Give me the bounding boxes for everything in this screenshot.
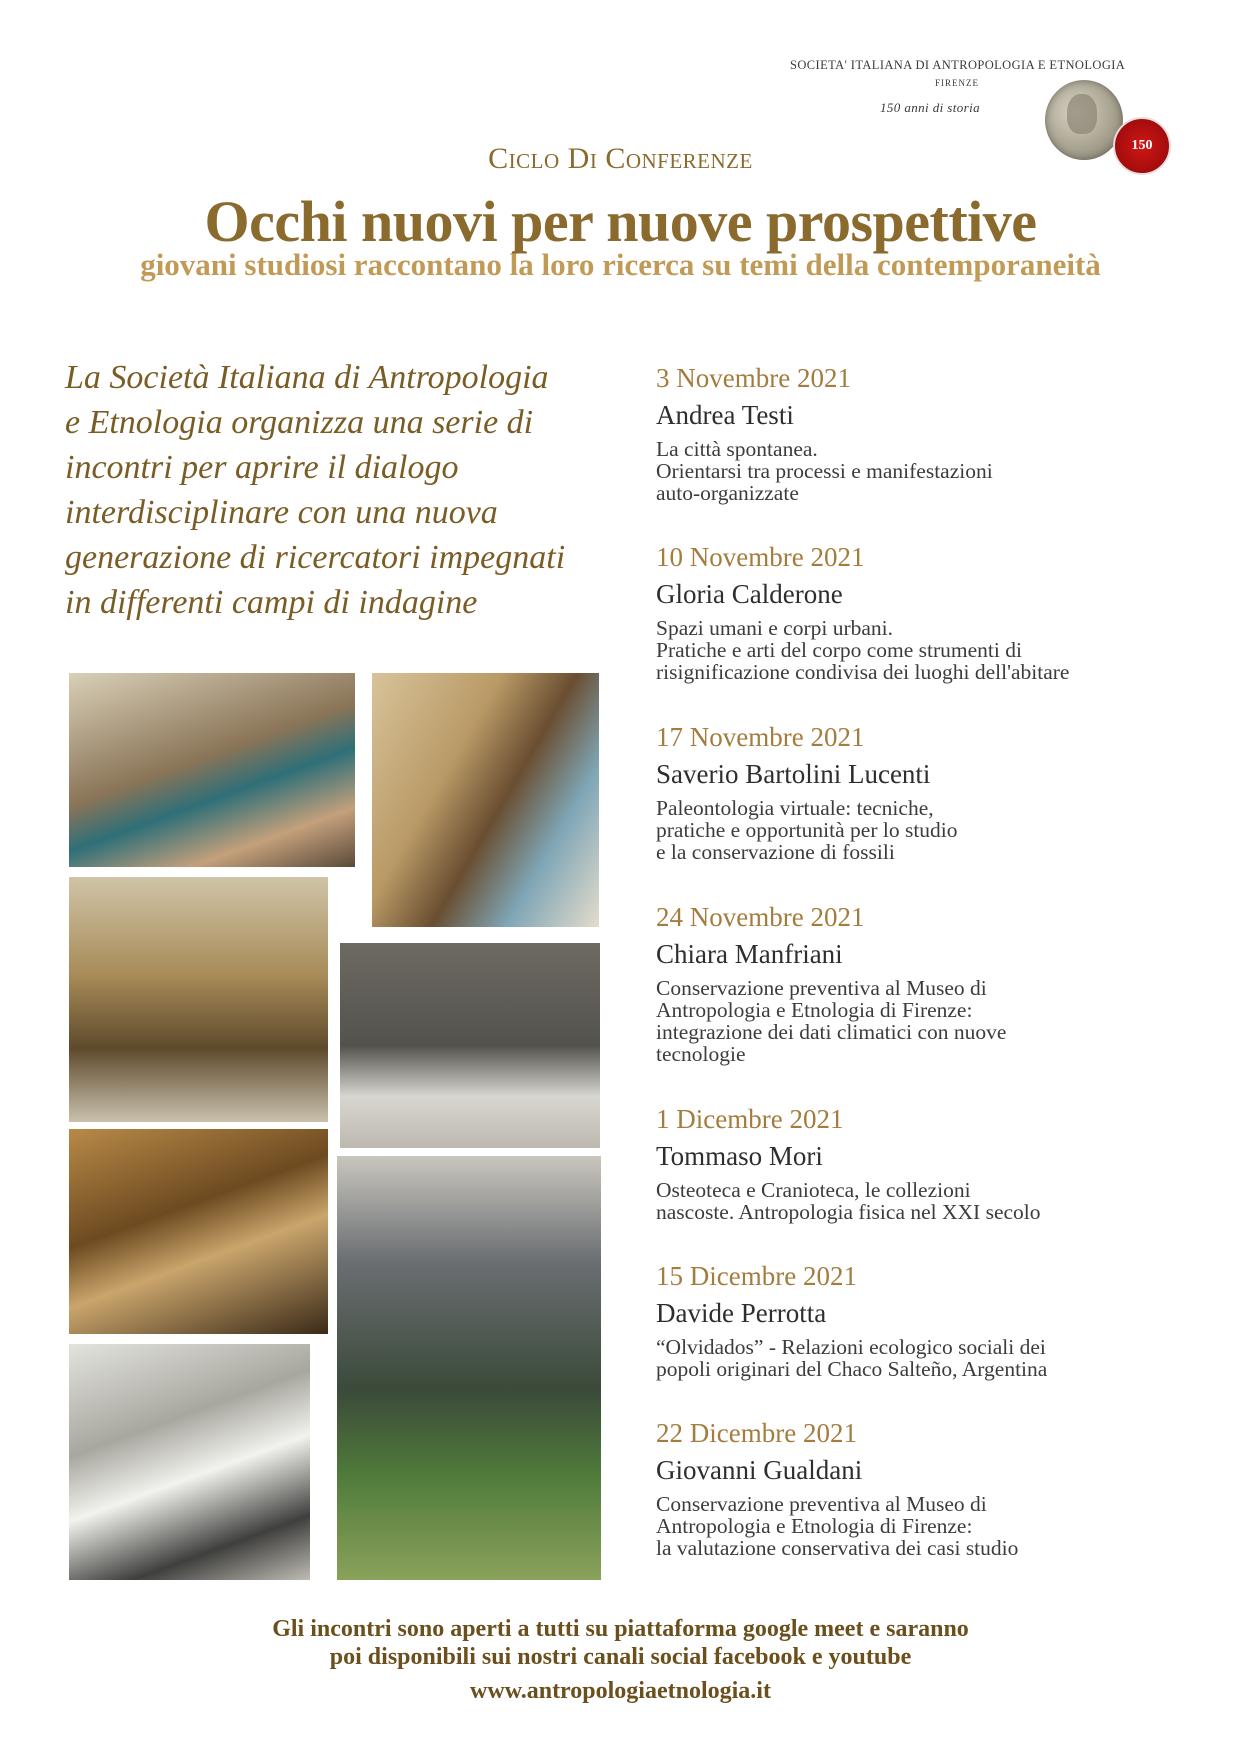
footer-notice <box>0 1615 1241 1705</box>
event-topic <box>656 617 1069 683</box>
page-subtitle: giovani studiosi raccontano la loro ricerca su temi della contemporaneità <box>140 247 1101 282</box>
event-date: 24 Novembre 2021 <box>656 902 865 932</box>
event-topic <box>656 1493 1018 1559</box>
event-date: 22 Dicembre 2021 <box>656 1418 857 1448</box>
event-topic-line: nascoste. Antropologia fisica nel XXI secolo <box>656 1200 1041 1224</box>
footer-line: poi disponibili sui nostri canali social facebook e youtube <box>329 1644 912 1670</box>
event-topic-line: auto-organizzate <box>656 481 799 505</box>
event-speaker: Davide Perrotta <box>656 1298 827 1328</box>
event-topic-line: integrazione dei dati climatici con nuove <box>656 1020 1007 1044</box>
website-link[interactable]: www.antropologiaetnologia.it <box>470 1678 771 1704</box>
intro-line: interdisciplinare con una nuova <box>65 494 498 531</box>
event-speaker: Chiara Manfriani <box>656 939 843 969</box>
page-title: Occhi nuovi per nuove prospettive <box>204 189 1037 254</box>
intro-line: e Etnologia organizza una serie di <box>65 404 534 441</box>
series-label: Ciclo Di Conferenze <box>488 142 753 175</box>
event-topic <box>656 1336 1047 1380</box>
society-years: 150 anni di storia <box>880 100 981 115</box>
photo-fieldwork-interview <box>68 672 356 868</box>
event-topic-line: popoli originari del Chaco Salteño, Argentina <box>656 1357 1048 1381</box>
event-topic <box>656 438 993 504</box>
event-topic <box>656 1179 1041 1223</box>
event-topic-line: pratiche e opportunità per lo studio <box>656 818 958 842</box>
intro-line: in differenti campi di indagine <box>65 584 478 621</box>
event-topic-line: e la conservazione di fossili <box>656 840 895 864</box>
event-topic-line: Conservazione preventiva al Museo di <box>656 976 987 1000</box>
footer-line: Gli incontri sono aperti a tutti su piattaforma google meet e saranno <box>272 1616 969 1642</box>
intro-line: generazione di ricercatori impegnati <box>65 539 566 576</box>
event-speaker: Gloria Calderone <box>656 579 843 609</box>
event-topic-line: risignificazione condivisa dei luoghi dell'abitare <box>656 660 1070 684</box>
society-city: FIRENZE <box>935 78 979 88</box>
intro-line: La Società Italiana di Antropologia <box>65 359 549 396</box>
intro-paragraph <box>65 355 625 625</box>
event-topic-line: “Olvidados” - Relazioni ecologico sociali dei <box>656 1335 1046 1359</box>
society-name: SOCIETA' ITALIANA DI ANTROPOLOGIA E ETNOLOGIA <box>790 58 1126 72</box>
event-topic-line: Conservazione preventiva al Museo di <box>656 1492 987 1516</box>
photo-museum-textile <box>371 672 600 928</box>
event-topic-line: Osteoteca e Cranioteca, le collezioni <box>656 1178 971 1202</box>
event-speaker: Giovanni Gualdani <box>656 1455 863 1485</box>
photo-lab-scanning <box>68 1343 311 1581</box>
photo-museum-display <box>68 876 329 1123</box>
event-speaker: Andrea Testi <box>656 400 794 430</box>
event-topic-line: Spazi umani e corpi urbani. <box>656 616 894 640</box>
event-date: 15 Dicembre 2021 <box>656 1261 857 1291</box>
event-date: 3 Novembre 2021 <box>656 363 851 393</box>
event-date: 17 Novembre 2021 <box>656 722 865 752</box>
event-topic-line: Paleontologia virtuale: tecniche, <box>656 796 934 820</box>
event-speaker: Saverio Bartolini Lucenti <box>656 759 931 789</box>
photo-urban-fieldwork <box>336 1155 602 1581</box>
event-topic-line: Pratiche e arti del corpo come strumenti di <box>656 638 1022 662</box>
event-topic <box>656 797 958 863</box>
event-topic-line: Orientarsi tra processi e manifestazioni <box>656 459 993 483</box>
event-topic-line: Antropologia e Etnologia di Firenze: <box>656 1514 973 1538</box>
event-topic-line: tecnologie <box>656 1042 746 1066</box>
event-date: 10 Novembre 2021 <box>656 542 865 572</box>
event-date: 1 Dicembre 2021 <box>656 1104 844 1134</box>
event-topic-line: Antropologia e Etnologia di Firenze: <box>656 998 973 1022</box>
event-speaker: Tommaso Mori <box>656 1141 823 1171</box>
photo-mammoth-skeleton <box>68 1128 329 1335</box>
photo-researcher-drawing <box>339 942 601 1149</box>
event-topic-line: la valutazione conservativa dei casi studio <box>656 1536 1019 1560</box>
event-topic <box>656 977 1006 1065</box>
seal-text: 150 <box>1131 138 1153 153</box>
intro-line: incontri per aprire il dialogo <box>65 449 459 486</box>
event-topic-line: La città spontanea. <box>656 437 818 461</box>
